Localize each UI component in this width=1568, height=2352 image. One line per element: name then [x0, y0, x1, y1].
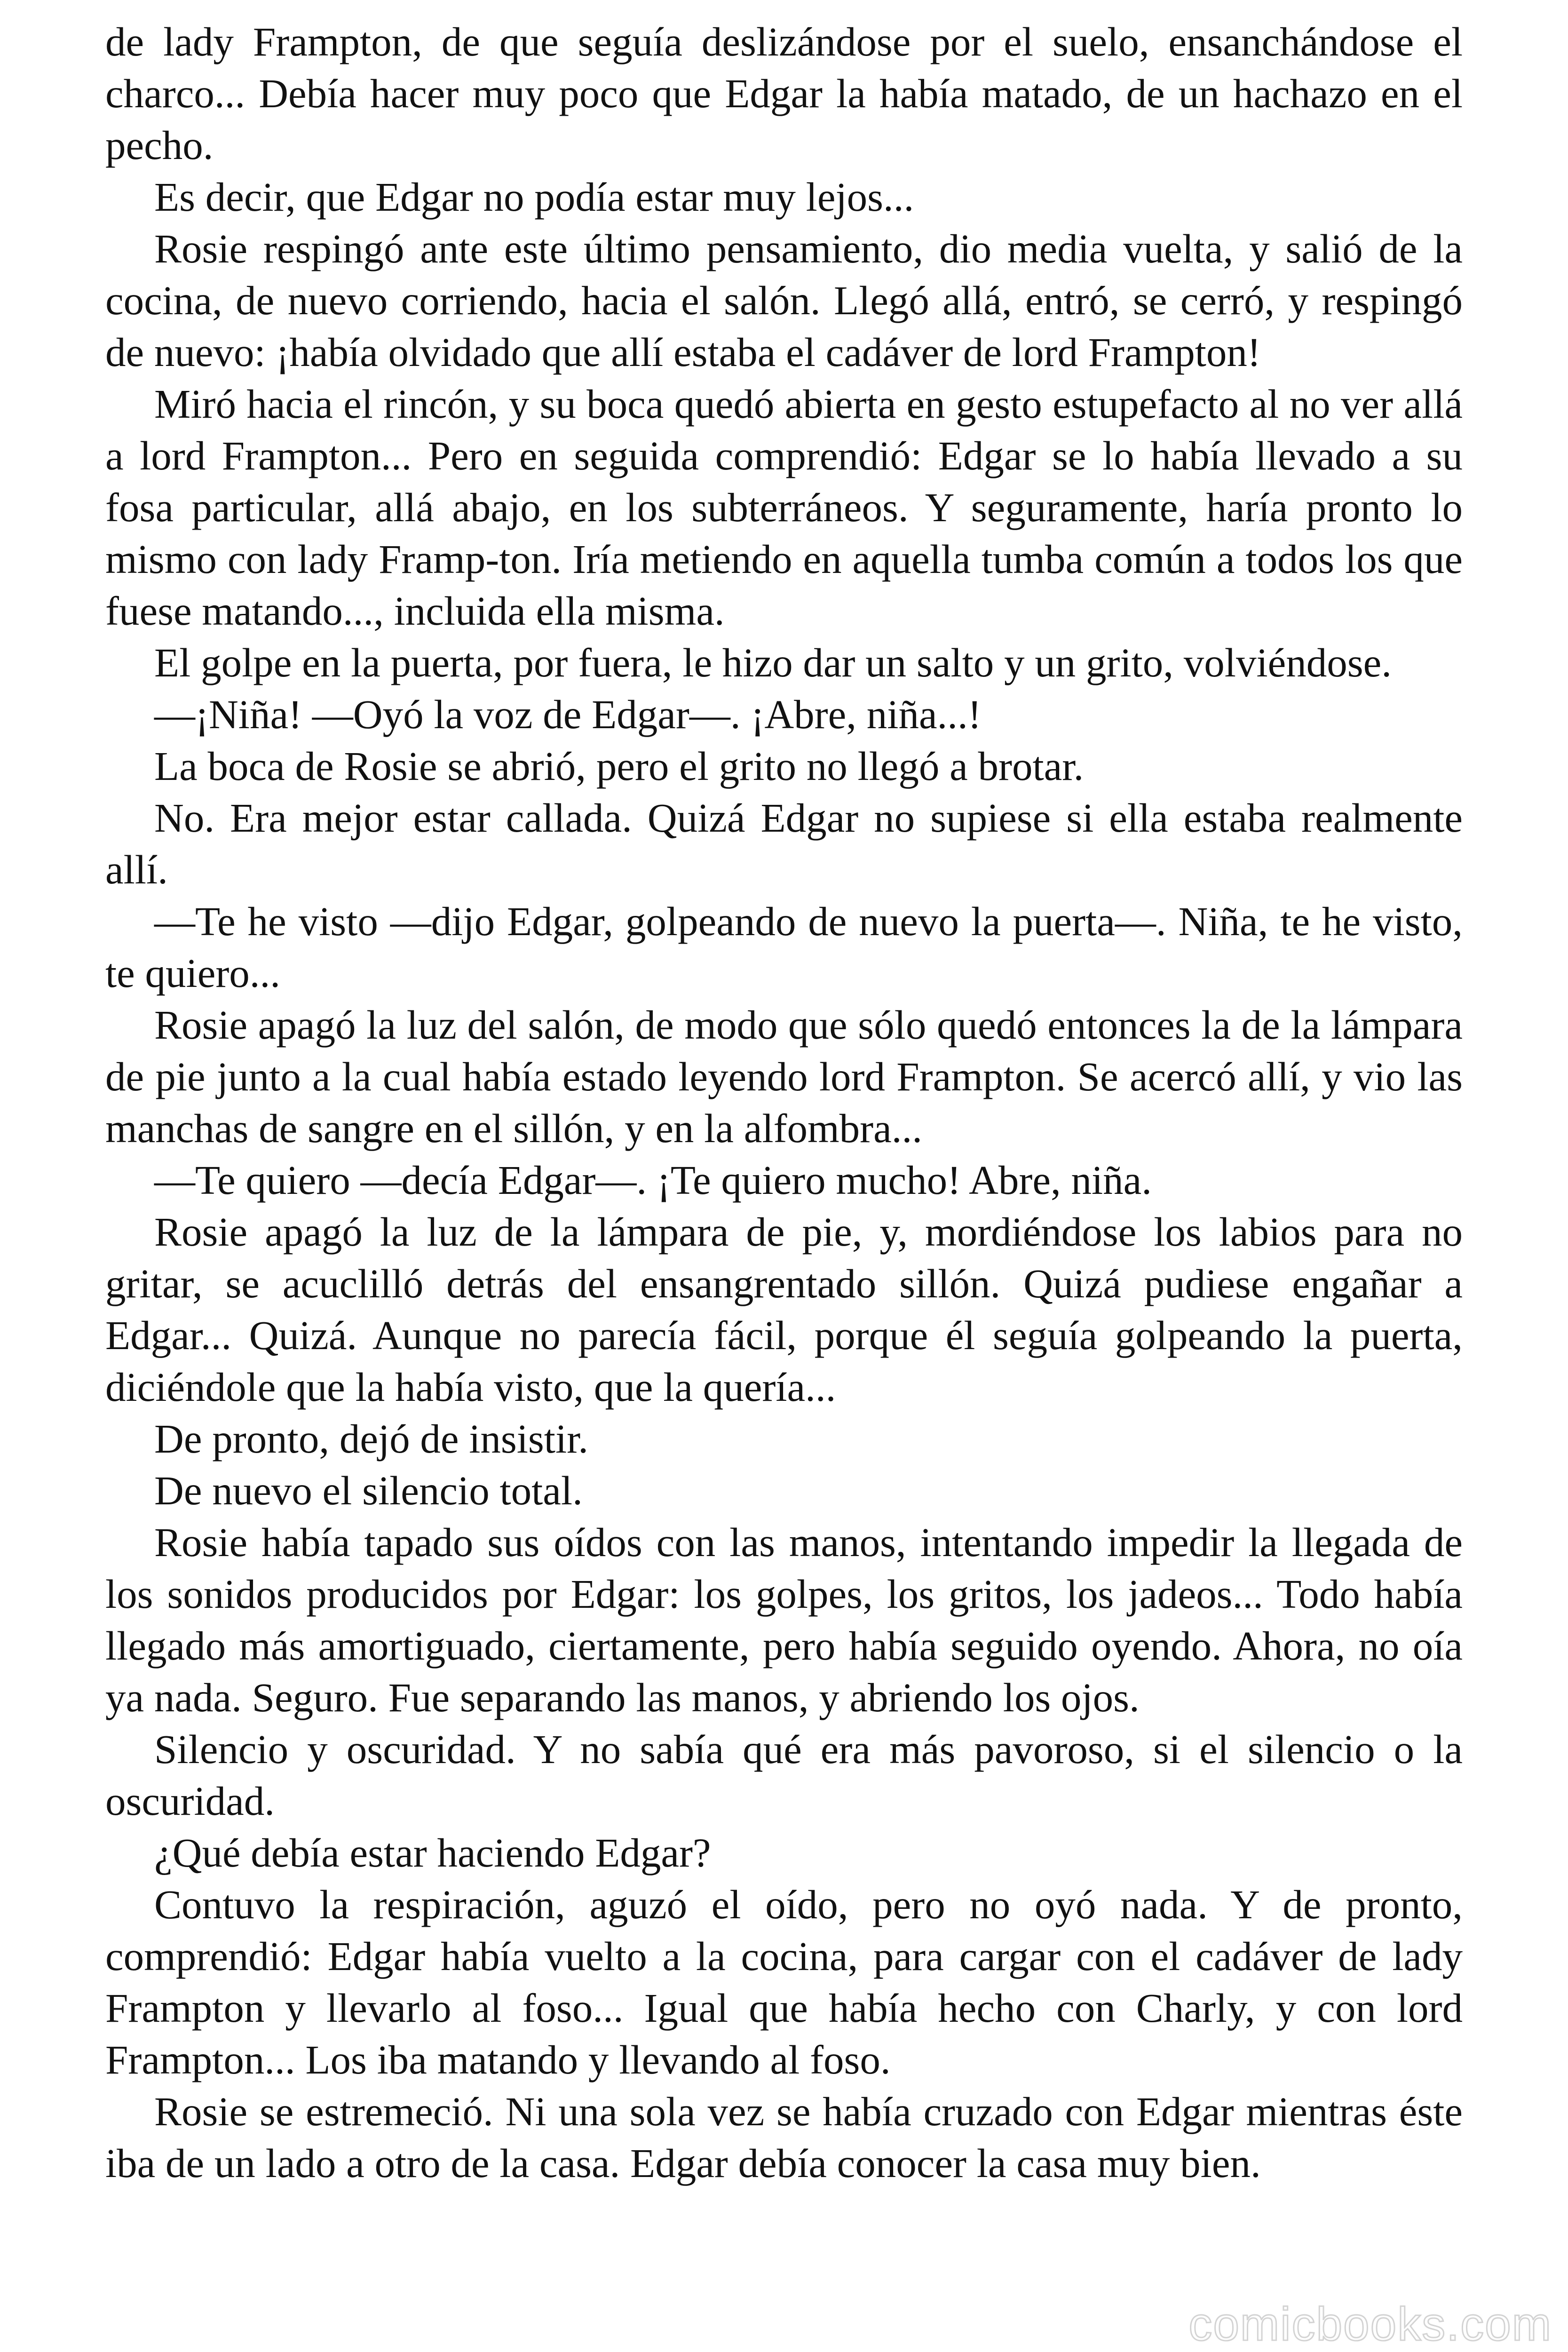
paragraph-13: De pronto, dejó de insistir.: [154, 1416, 589, 1462]
paragraph-16: Silencio y oscuridad. Y no sabía qué era más pavoroso, si el silencio o la oscuridad.: [105, 1726, 1463, 1824]
paragraph-6: —¡Niña! —Oyó la voz de Edgar—. ¡Abre, niña...!: [154, 691, 982, 737]
paragraph-18: Contuvo la respiración, aguzó el oído, pero no oyó nada. Y de pronto, comprendió: Edgar había vuelto a la cocina, para cargar con el cadáver de lady Frampton y llevarlo al foso... Igual que había hecho con Charly, y con lord Frampton... Los iba matando y llevando al foso.: [105, 1882, 1463, 2082]
paragraph-4: Miró hacia el rincón, y su boca quedó abierta en gesto estupefacto al no ver allá a lord Frampton... Pero en seguida comprendió: Edgar se lo había llevado a su fosa particular, allá abajo, en los subterráneos. Y seguramente, haría pronto lo mismo con lady Framp-ton. Iría metiendo en aquella tumba común a todos los que fuese matando..., incluida ella misma.: [105, 381, 1463, 634]
paragraph-2: Es decir, que Edgar no podía estar muy lejos...: [154, 174, 914, 220]
paragraph-5: El golpe en la puerta, por fuera, le hizo dar un salto y un grito, volviéndose.: [154, 640, 1392, 685]
paragraph-15: Rosie había tapado sus oídos con las manos, intentando impedir la llegada de los sonidos producidos por Edgar: los golpes, los gritos, los jadeos... Todo había llegado más amortiguado, ciertamente, pero había seguido oyendo. Ahora, no oía ya nada. Seguro. Fue separando las manos, y abriendo los ojos.: [105, 1519, 1463, 1720]
paragraph-8: No. Era mejor estar callada. Quizá Edgar no supiese si ella estaba realmente allí.: [105, 795, 1463, 892]
paragraph-12: Rosie apagó la luz de la lámpara de pie, y, mordiéndose los labios para no gritar, se acuclilló detrás del ensangrentado sillón. Quizá pudiese engañar a Edgar... Quizá. Aunque no parecía fácil, porque él seguía golpeando la puerta, diciéndole que la había visto, que la quería...: [105, 1209, 1463, 1410]
paragraph-11: —Te quiero —decía Edgar—. ¡Te quiero mucho! Abre, niña.: [154, 1157, 1152, 1203]
paragraph-3: Rosie respingó ante este último pensamiento, dio media vuelta, y salió de la cocina, de nuevo corriendo, hacia el salón. Llegó allá, entró, se cerró, y respingó de nuevo: ¡había olvidado que allí estaba el cadáver de lord Frampton!: [105, 226, 1463, 375]
watermark: comicbooks.com: [1188, 2298, 1552, 2351]
paragraph-14: De nuevo el silencio total.: [154, 1468, 583, 1513]
paragraph-1: de lady Frampton, de que seguía deslizándose por el suelo, ensanchándose el charco... Debía hacer muy poco que Edgar la había matado, de un hachazo en el pecho.: [105, 19, 1463, 168]
book-page-text: [105, 16, 1463, 2189]
paragraph-10: Rosie apagó la luz del salón, de modo que sólo quedó entonces la de la lámpara de pie junto a la cual había estado leyendo lord Frampton. Se acercó allí, y vio las manchas de sangre en el sillón, y en la alfombra...: [105, 1002, 1463, 1151]
paragraph-19: Rosie se estremeció. Ni una sola vez se había cruzado con Edgar mientras éste iba de un lado a otro de la casa. Edgar debía conocer la casa muy bien.: [105, 2089, 1463, 2186]
paragraph-17: ¿Qué debía estar haciendo Edgar?: [154, 1830, 711, 1875]
paragraph-9: —Te he visto —dijo Edgar, golpeando de nuevo la puerta—. Niña, te he visto, te quiero...: [105, 898, 1463, 996]
paragraph-7: La boca de Rosie se abrió, pero el grito no llegó a brotar.: [154, 743, 1084, 789]
